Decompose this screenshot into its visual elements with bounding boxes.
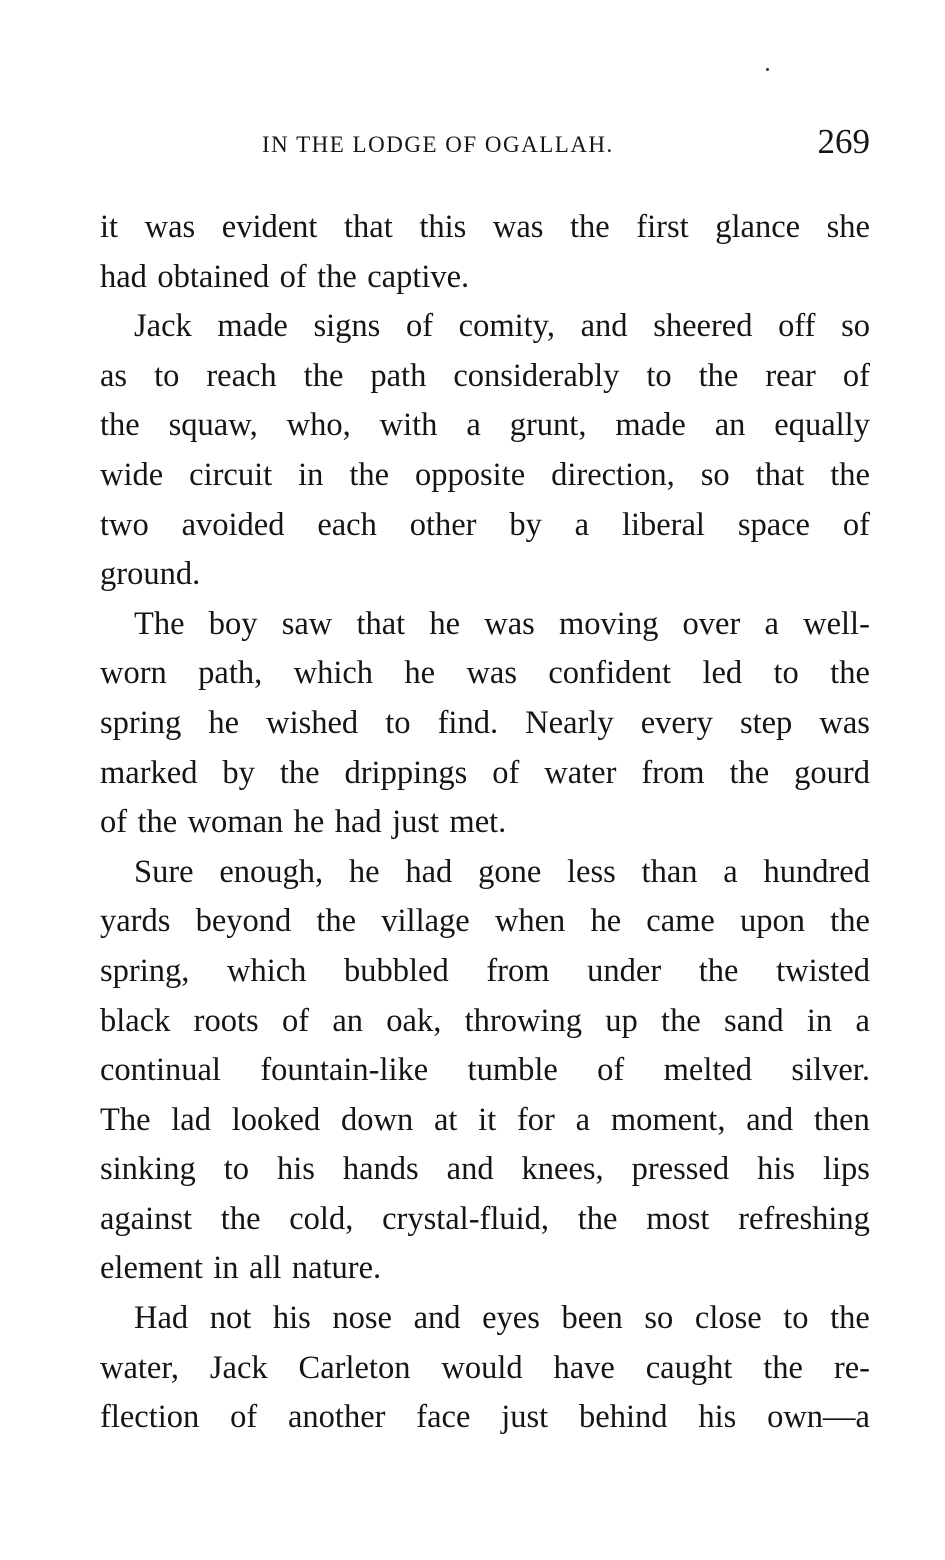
text-line: spring, which bubbled from under the twisted [100, 952, 870, 989]
running-head: IN THE LODGE OF OGALLAH. [262, 132, 614, 157]
text-line: element in all nature. [100, 1250, 382, 1287]
stray-ink-dot [766, 68, 769, 71]
text-line: marked by the drippings of water from the gourd [100, 754, 870, 791]
text-line: against the cold, crystal-fluid, the most refreshing [100, 1200, 870, 1237]
text-line: two avoided each other by a liberal space of [100, 506, 870, 543]
body-text [100, 203, 870, 1443]
text-line: sinking to his hands and knees, pressed his lips [100, 1151, 870, 1188]
text-line: yards beyond the village when he came upon the [100, 903, 870, 940]
text-line: the squaw, who, with a grunt, made an equally [100, 407, 870, 444]
text-line: Sure enough, he had gone less than a hundred [134, 853, 870, 890]
text-line: worn path, which he was confident led to the [100, 655, 870, 692]
text-line: flection of another face just behind his own—a [100, 1399, 870, 1436]
page-number: 269 [817, 122, 870, 161]
paragraph [100, 600, 870, 848]
text-line: Had not his nose and eyes been so close to the [134, 1300, 870, 1337]
text-line: The lad looked down at it for a moment, and then [100, 1101, 870, 1138]
text-line: it was evident that this was the first glance she [100, 209, 870, 245]
text-line: spring he wished to find. Nearly every step was [100, 704, 870, 741]
text-line: of the woman he had just met. [100, 804, 507, 841]
paragraph [100, 302, 870, 600]
text-line: black roots of an oak, throwing up the sand in a [100, 1002, 870, 1039]
paragraph [100, 1294, 870, 1443]
page-header [100, 118, 870, 168]
text-line: continual fountain-like tumble of melted silver. [100, 1052, 870, 1089]
text-line: ground. [100, 556, 201, 593]
text-line: The boy saw that he was moving over a well- [134, 605, 870, 642]
text-line: water, Jack Carleton would have caught the re- [100, 1349, 870, 1386]
text-line: Jack made signs of comity, and sheered off so [134, 308, 870, 345]
paragraph [100, 848, 870, 1294]
text-line: wide circuit in the opposite direction, so that the [100, 456, 870, 493]
text-line: as to reach the path considerably to the rear of [100, 357, 870, 394]
paragraph [100, 203, 870, 302]
text-line: had obtained of the captive. [100, 258, 470, 295]
